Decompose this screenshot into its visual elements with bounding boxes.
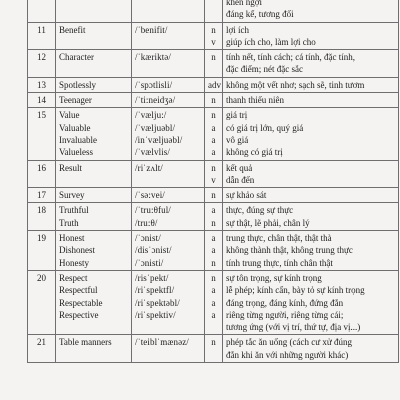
meaning: giúp ích cho, làm lợi cho (226, 36, 316, 47)
pronunciation: /ˈtru:θful/ (135, 205, 171, 216)
vocab-word: Valuable (59, 122, 91, 133)
word-type: n (211, 337, 216, 348)
meaning: thanh thiếu niên (226, 95, 284, 106)
pronunciation: /ˈvælvlis/ (135, 147, 171, 158)
vocab-word-cell (56, 108, 132, 160)
pronunciation: /inˈvæljuəbl/ (135, 134, 183, 145)
row-number: 14 (28, 93, 56, 108)
vocab-word: Dishonest (59, 245, 95, 256)
table-row (28, 231, 399, 271)
vocab-word-cell (56, 22, 132, 50)
pronunciation: /disˈɔnist/ (135, 245, 172, 256)
word-type: n (211, 257, 216, 268)
pronunciation: /risˈpekt/ (135, 272, 169, 283)
word-type: a (211, 285, 216, 296)
meaning: phép tắc ăn uống (cách cư xử đúng (226, 337, 352, 348)
word-type-cell (205, 0, 223, 22)
word-type-cell (205, 231, 223, 271)
table-row (28, 108, 399, 160)
pronunciation: /riˈspektəbl/ (135, 297, 180, 308)
vocab-word: Respective (59, 309, 99, 320)
row-number (28, 0, 56, 22)
pronunciation-cell (132, 77, 205, 92)
table-row (28, 77, 399, 92)
vocab-word: Spotlessly (59, 79, 97, 90)
vocab-word: Value (59, 110, 80, 121)
word-type-cell (205, 188, 223, 203)
vocab-word-cell (56, 93, 132, 108)
pronunciation: /ˈsə:vei/ (135, 190, 165, 201)
meaning: sự khảo sát (226, 190, 267, 201)
vocab-word: Table manners (59, 337, 112, 348)
row-number: 13 (28, 77, 56, 92)
vocab-word: Respectful (59, 285, 98, 296)
pronunciation: /ˈbenifit/ (135, 24, 168, 35)
vocab-word: Invaluable (59, 134, 97, 145)
pronunciation-cell (132, 203, 205, 231)
vocab-word: Respect (59, 272, 88, 283)
row-number: 16 (28, 160, 56, 188)
row-number: 15 (28, 108, 56, 160)
vocab-word: Truth (59, 217, 79, 228)
word-type-cell (205, 93, 223, 108)
vocab-word: Truthful (59, 205, 89, 216)
word-type: n (211, 95, 216, 106)
pronunciation: /ˈkæriktə/ (135, 52, 171, 63)
row-number: 21 (28, 335, 56, 363)
vocab-word: Valueless (59, 147, 93, 158)
pronunciation-cell (132, 335, 205, 363)
pronunciation: /ˈvæljuəbl/ (135, 122, 176, 133)
word-type: n (211, 110, 216, 121)
pronunciation-cell (132, 270, 205, 334)
word-type: a (211, 233, 216, 244)
meaning: thực, đúng sự thực (226, 205, 294, 216)
meaning-cell (223, 22, 399, 50)
pronunciation-cell (132, 188, 205, 203)
pronunciation-cell (132, 93, 205, 108)
row-number: 17 (28, 188, 56, 203)
pronunciation-cell (132, 160, 205, 188)
vocab-word-cell (56, 188, 132, 203)
meaning: khen ngợi (226, 0, 263, 7)
vocab-word: Honest (59, 233, 85, 244)
meaning-cell (223, 270, 399, 334)
table-row (28, 0, 399, 22)
vocab-word-cell (56, 50, 132, 78)
row-number: 19 (28, 231, 56, 271)
vocabulary-table (27, 0, 399, 363)
vocabulary-table-body (28, 0, 399, 363)
meaning: đáng trọng, đáng kính, đứng đắn (226, 297, 344, 308)
table-row (28, 93, 399, 108)
word-type: a (211, 205, 216, 216)
pronunciation: /ˈvælju:/ (135, 110, 167, 121)
row-number: 20 (28, 270, 56, 334)
vocab-word: Result (59, 162, 83, 173)
meaning-cell (223, 203, 399, 231)
word-type: n (211, 190, 216, 201)
word-type-cell (205, 108, 223, 160)
word-type-cell (205, 160, 223, 188)
meaning-cell (223, 50, 399, 78)
pronunciation: /riˈspektfl/ (135, 285, 175, 296)
word-type: v (211, 36, 216, 47)
table-row (28, 270, 399, 334)
meaning-cell (223, 0, 399, 22)
meaning: không một vết nhơ; sạch sẽ, tinh tươm (226, 79, 365, 90)
meaning: đáng kể, tương đối (226, 9, 294, 20)
vocab-word-cell (56, 335, 132, 363)
meaning: sự thật, lẽ phải, chân lý (226, 217, 310, 228)
vocab-word-cell (56, 203, 132, 231)
vocab-word-cell (56, 77, 132, 92)
word-type: v (211, 174, 216, 185)
pronunciation: /ˈɔnisti/ (135, 257, 164, 268)
word-type: adv (208, 79, 221, 90)
word-type: a (211, 245, 216, 256)
meaning-cell (223, 77, 399, 92)
table-row (28, 203, 399, 231)
pronunciation: /ˈteiblˈmænəz/ (135, 337, 189, 348)
meaning: đặc điểm; nét đặc sắc (226, 64, 303, 75)
vocab-word: Benefit (59, 24, 86, 35)
meaning: trung thực, chân thật, thật thà (226, 233, 332, 244)
vocab-word: Honesty (59, 257, 89, 268)
meaning-cell (223, 188, 399, 203)
word-type: n (211, 217, 216, 228)
meaning: giá trị (226, 110, 248, 121)
vocab-word: Survey (59, 190, 85, 201)
word-type: n (211, 52, 216, 63)
row-number: 11 (28, 22, 56, 50)
row-number: 12 (28, 50, 56, 78)
word-type: a (211, 147, 216, 158)
meaning: lợi ích (226, 24, 250, 35)
meaning: tính trung thực, tính chân thật (226, 257, 333, 268)
meaning: không có giá trị (226, 147, 283, 158)
meaning-cell (223, 160, 399, 188)
table-row (28, 50, 399, 78)
pronunciation: /tru:θ/ (135, 217, 158, 228)
meaning: lễ phép; kính cẩn, bày tỏ sự kính trọng (226, 285, 365, 296)
pronunciation: /ˈɔnist/ (135, 233, 161, 244)
word-type: n (211, 272, 216, 283)
table-row (28, 22, 399, 50)
word-type-cell (205, 50, 223, 78)
vocab-word-cell (56, 160, 132, 188)
table-row (28, 188, 399, 203)
pronunciation: /ˈspɔtlisli/ (135, 79, 173, 90)
row-number: 18 (28, 203, 56, 231)
pronunciation: /riˈspektiv/ (135, 309, 176, 320)
meaning: có giá trị lớn, quý giá (226, 122, 304, 133)
word-type-cell (205, 270, 223, 334)
meaning: tương ứng (với vị trí, thứ tự, địa vị...) (226, 322, 361, 333)
vocab-word: Character (59, 52, 94, 63)
vocab-word-cell (56, 231, 132, 271)
meaning: tính nết, tính cách; cá tính, đặc tính, (226, 52, 355, 63)
word-type: a (211, 309, 216, 320)
table-row (28, 335, 399, 363)
vocab-word: Respectable (59, 297, 103, 308)
pronunciation-cell (132, 231, 205, 271)
word-type-cell (205, 335, 223, 363)
meaning-cell (223, 108, 399, 160)
word-type-cell (205, 77, 223, 92)
vocab-word: Teenager (59, 95, 92, 106)
word-type: n (211, 24, 216, 35)
pronunciation-cell (132, 0, 205, 22)
word-type-cell (205, 22, 223, 50)
meaning: vô giá (226, 134, 249, 145)
table-row (28, 160, 399, 188)
word-type-cell (205, 203, 223, 231)
vocab-word-cell (56, 270, 132, 334)
word-type: n (211, 162, 216, 173)
meaning: đắn khi ăn với những người khác) (226, 349, 349, 360)
pronunciation-cell (132, 108, 205, 160)
meaning: sự tôn trọng, sự kính trọng (226, 272, 322, 283)
vocab-word-cell (56, 0, 132, 22)
meaning-cell (223, 335, 399, 363)
pronunciation: /ˈti:neidʒə/ (135, 95, 176, 106)
word-type: a (211, 122, 216, 133)
word-type: a (211, 297, 216, 308)
word-type: a (211, 134, 216, 145)
meaning-cell (223, 231, 399, 271)
pronunciation: /riˈzʌlt/ (135, 162, 163, 173)
meaning: kết quả (226, 162, 253, 173)
pronunciation-cell (132, 22, 205, 50)
meaning: không thành thật, không trung thực (226, 245, 353, 256)
meaning: riêng từng người, riêng từng cái; (226, 309, 344, 320)
pronunciation-cell (132, 50, 205, 78)
meaning-cell (223, 93, 399, 108)
meaning: dẫn đến (226, 174, 255, 185)
